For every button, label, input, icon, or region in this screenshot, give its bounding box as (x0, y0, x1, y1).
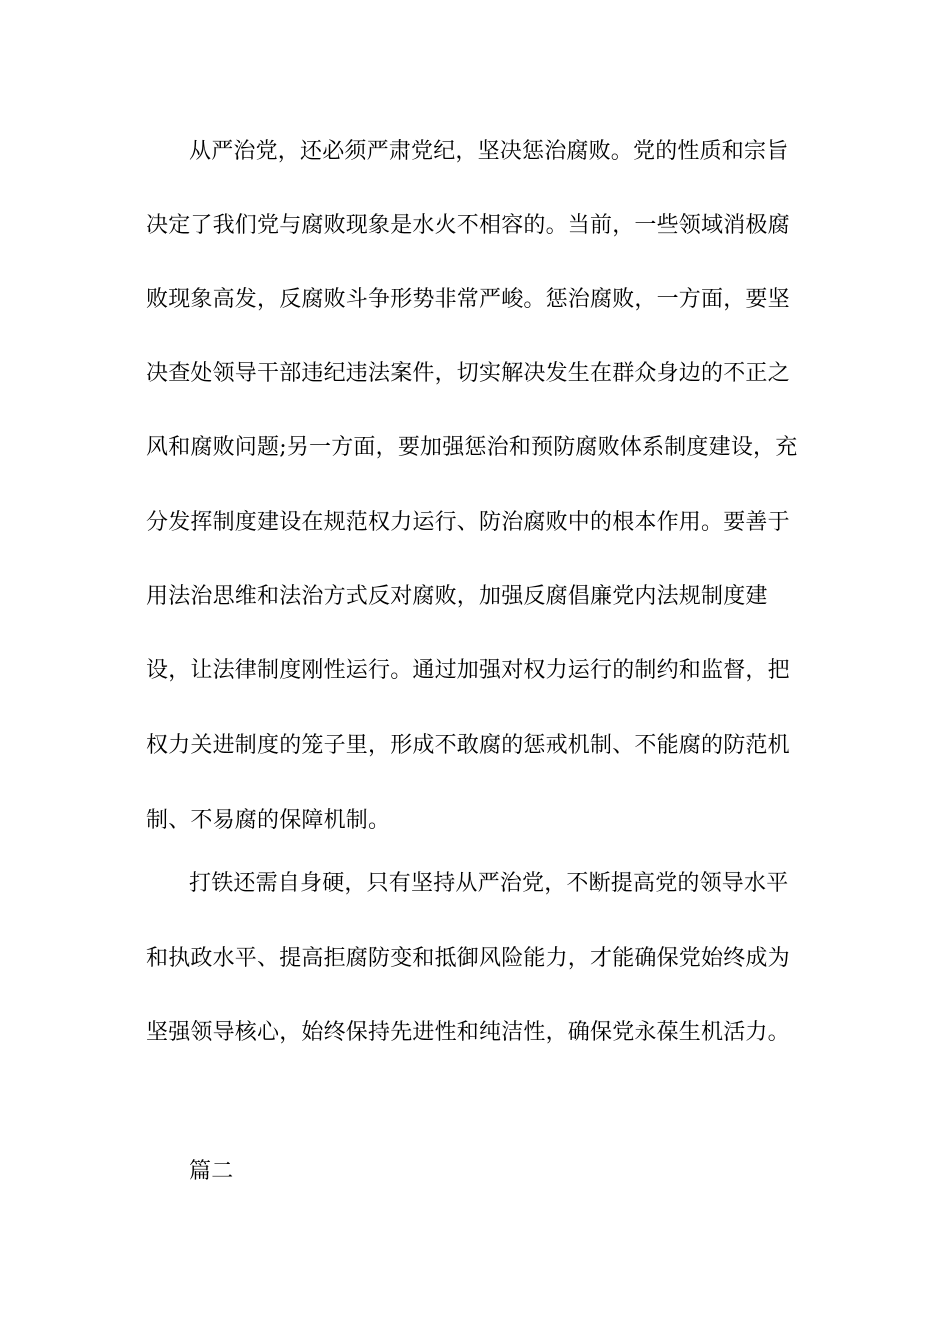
paragraph-line: 用法治思维和法治方式反对腐败，加强反腐倡廉党内法规制度建 (146, 584, 768, 609)
paragraph-line: 权力关进制度的笼子里，形成不敢腐的惩戒机制、不能腐的防范机 (146, 733, 790, 758)
paragraph-line: 制、不易腐的保障机制。 (146, 808, 391, 833)
paragraph-line: 从严治党，还必须严肃党纪，坚决惩治腐败。党的性质和宗旨 (189, 139, 789, 164)
paragraph-line: 决查处领导干部违纪违法案件，切实解决发生在群众身边的不正之 (146, 361, 790, 386)
paragraph-line: 风和腐败问题;另一方面，要加强惩治和预防腐败体系制度建设，充 (146, 435, 798, 460)
paragraph-line: 分发挥制度建设在规范权力运行、防治腐败中的根本作用。要善于 (146, 510, 790, 535)
section-heading: 篇二 (189, 1159, 234, 1184)
paragraph-line: 设，让法律制度刚性运行。通过加强对权力运行的制约和监督，把 (146, 658, 790, 683)
paragraph-line: 打铁还需自身硬，只有坚持从严治党，不断提高党的领导水平 (189, 871, 789, 896)
paragraph-line: 败现象高发，反腐败斗争形势非常严峻。惩治腐败，一方面，要坚 (146, 287, 790, 312)
paragraph-line: 坚强领导核心，始终保持先进性和纯洁性，确保党永葆生机活力。 (146, 1020, 790, 1045)
paragraph-line: 和执政水平、提高拒腐防变和抵御风险能力，才能确保党始终成为 (146, 946, 790, 971)
paragraph-line: 决定了我们党与腐败现象是水火不相容的。当前，一些领域消极腐 (146, 213, 790, 238)
